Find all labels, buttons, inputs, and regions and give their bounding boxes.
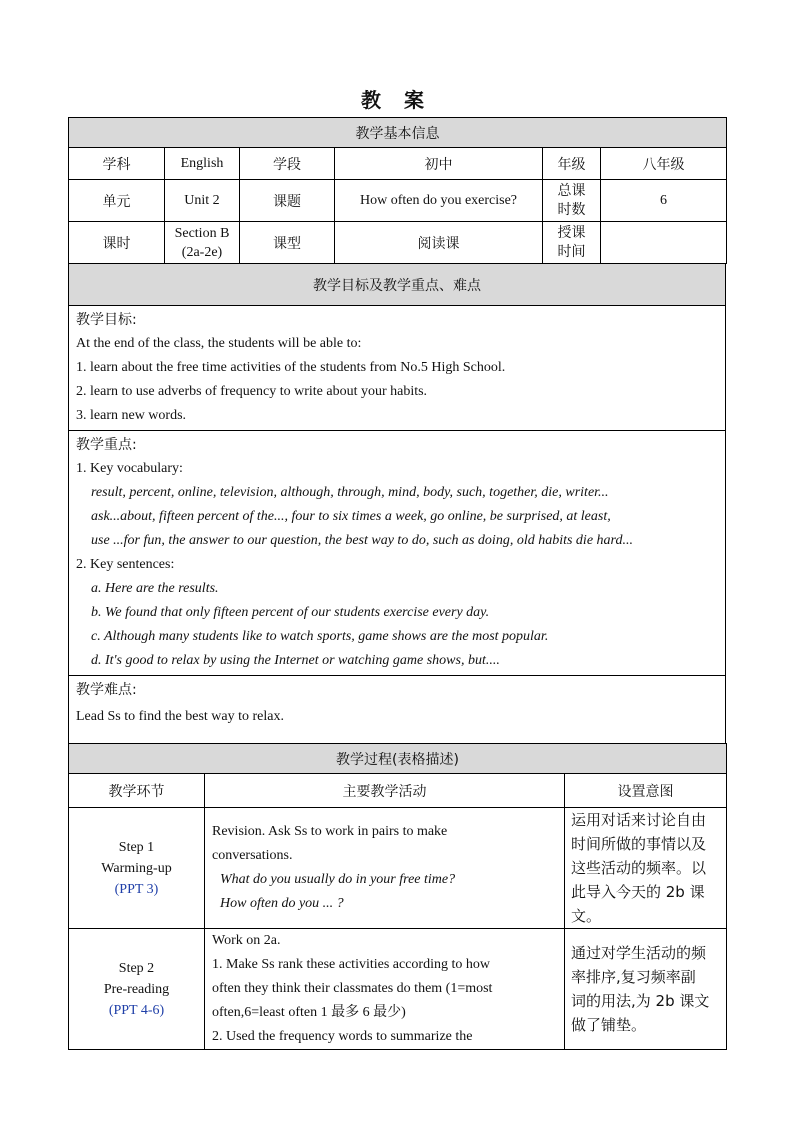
activity-question: How often do you ... ? (220, 896, 344, 911)
intent-line: 词的用法,为 2b 课文 (571, 992, 710, 1010)
subject-value: English (165, 148, 240, 180)
key-sentences-title: 2. Key sentences: (76, 557, 175, 572)
activity-column-header: 主要教学活动 (205, 774, 565, 808)
difficult-points-section (69, 676, 726, 744)
intent-line: 率排序,复习频率副 (571, 968, 696, 986)
intent-cell (565, 929, 727, 1050)
key-vocab-line: result, percent, online, television, although, through, mind, body, such, together, die, writer... (91, 485, 609, 500)
intent-line: 文。 (571, 907, 602, 925)
intent-line: 通过对学生活动的频 (571, 944, 707, 962)
key-sentence-line: a. Here are the results. (91, 581, 219, 596)
key-sentence-line: d. It's good to relax by using the Internet or watching game shows, but.... (91, 653, 500, 668)
type-value: 阅读课 (335, 222, 543, 264)
section-label: 学段 (240, 148, 335, 180)
intent-line: 这些活动的频率。以 (571, 859, 707, 877)
key-sentence-line: c. Although many students like to watch sports, game shows are the most popular. (91, 629, 549, 644)
unit-label: 单元 (69, 180, 165, 222)
section-value: 初中 (335, 148, 543, 180)
activity-line: often they think their classmates do them (1=most (212, 981, 493, 996)
lesson-plan-table (68, 117, 726, 1050)
intent-line: 时间所做的事情以及 (571, 835, 707, 853)
objectives-title: 教学目标: (76, 312, 137, 328)
key-points-title: 教学重点: (76, 437, 137, 453)
teaching-time-label-1: 授课 (557, 224, 586, 241)
grade-label: 年级 (543, 148, 601, 180)
goals-table (68, 263, 726, 744)
unit-value: Unit 2 (165, 180, 240, 222)
intent-line: 运用对话来讨论自由 (571, 811, 707, 829)
grade-value: 八年级 (601, 148, 727, 180)
activity-line: often,6=least often 1 最多 6 最少) (212, 1005, 406, 1020)
type-label: 课型 (240, 222, 335, 264)
topic-value: How often do you exercise? (335, 180, 543, 222)
table-row (69, 808, 727, 929)
total-periods-label (543, 180, 601, 222)
activity-line: 1. Make Ss rank these activities according to how (212, 957, 490, 972)
key-points-section (69, 431, 726, 676)
basic-info-header: 教学基本信息 (69, 118, 727, 148)
intent-line: 此导入今天的 2b 课 (571, 883, 705, 901)
period-value-1: Section B (174, 225, 230, 241)
period-value-2: (2a-2e) (181, 244, 223, 260)
teaching-time-value (601, 222, 727, 264)
stage-cell (69, 808, 205, 929)
document-title: 教 案 (361, 88, 432, 112)
key-vocab-title: 1. Key vocabulary: (76, 461, 183, 476)
objective-line: At the end of the class, the students will be able to: (76, 336, 362, 351)
process-header: 教学过程(表格描述) (69, 744, 727, 774)
ppt-reference: (PPT 4-6) (108, 1002, 165, 1018)
subject-label: 学科 (69, 148, 165, 180)
step-number: Step 2 (118, 960, 155, 976)
objective-line: 1. learn about the free time activities of the students from No.5 High School. (76, 360, 506, 375)
topic-label: 课题 (240, 180, 335, 222)
activity-cell (205, 808, 565, 929)
stage-cell (69, 929, 205, 1050)
step-name: Warming-up (101, 860, 172, 876)
total-periods-value: 6 (601, 180, 727, 222)
activity-question: What do you usually do in your free time? (220, 872, 456, 887)
difficult-points-title: 教学难点: (76, 682, 137, 698)
period-label: 课时 (69, 222, 165, 264)
step-number: Step 1 (118, 839, 155, 855)
activity-cell (205, 929, 565, 1050)
table-row (69, 929, 727, 1050)
activity-line: conversations. (212, 848, 293, 863)
objective-line: 3. learn new words. (76, 408, 187, 423)
objective-line: 2. learn to use adverbs of frequency to write about your habits. (76, 384, 428, 399)
total-periods-label-1: 总课 (557, 182, 586, 199)
objectives-section (69, 306, 726, 431)
ppt-reference: (PPT 3) (114, 881, 159, 897)
activity-line: Revision. Ask Ss to work in pairs to make (212, 824, 448, 839)
key-vocab-line: use ...for fun, the answer to our question, the best way to do, such as doing, old habits die hard... (91, 533, 633, 548)
process-table (68, 743, 727, 1050)
teaching-time-label (543, 222, 601, 264)
intent-line: 做了铺垫。 (571, 1016, 647, 1034)
basic-info-table (68, 117, 727, 264)
stage-column-header: 教学环节 (69, 774, 205, 808)
activity-line: 2. Used the frequency words to summarize the (212, 1029, 473, 1044)
goals-header: 教学目标及教学重点、难点 (69, 264, 726, 306)
step-name: Pre-reading (103, 981, 170, 997)
activity-line: Work on 2a. (212, 933, 281, 948)
difficult-points-text: Lead Ss to find the best way to relax. (76, 709, 285, 724)
intent-column-header: 设置意图 (565, 774, 727, 808)
intent-cell (565, 808, 727, 929)
teaching-time-label-2: 时间 (557, 243, 586, 260)
key-vocab-line: ask...about, fifteen percent of the..., four to six times a week, go online, be surprised, at least, (91, 509, 611, 524)
key-sentence-line: b. We found that only fifteen percent of our students exercise every day. (91, 605, 490, 620)
total-periods-label-2: 时数 (557, 201, 586, 218)
period-value (165, 222, 240, 264)
